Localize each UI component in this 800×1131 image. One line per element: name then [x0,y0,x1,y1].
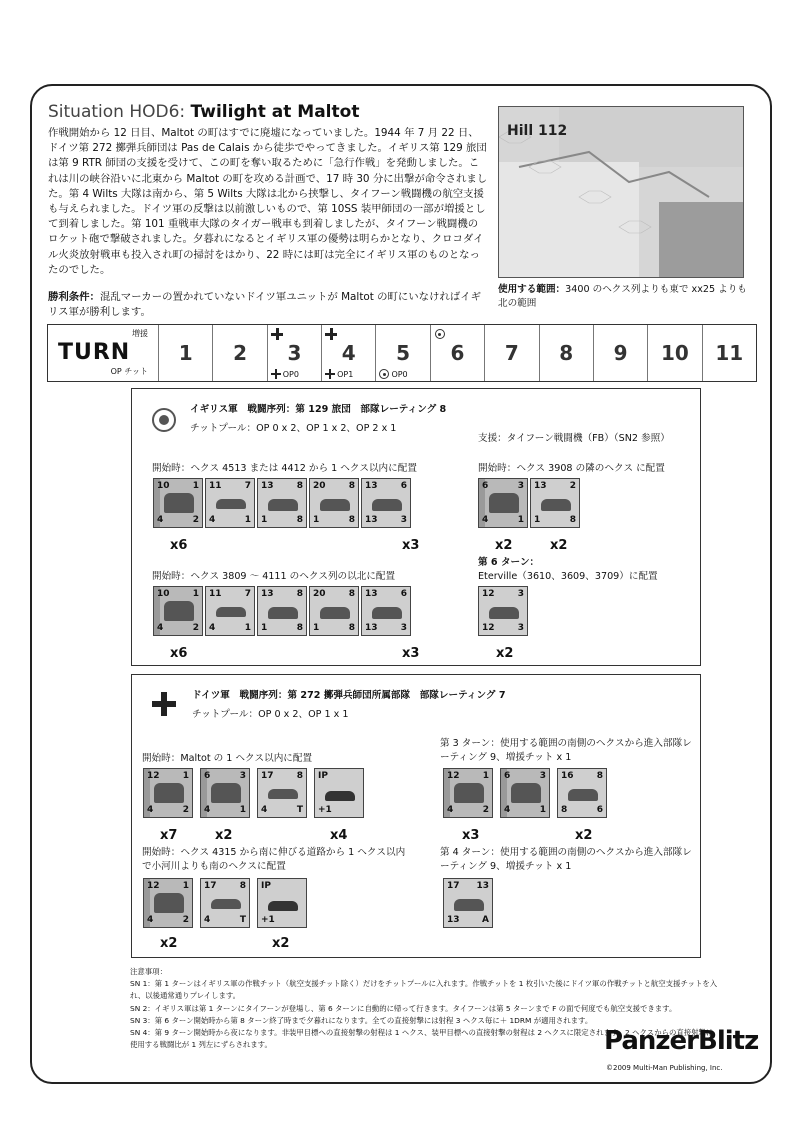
unit-counter-pak40: 17 8 4 T [257,768,307,818]
german-turn4: 第 4 ターン：使用する範囲の南側のヘクスから進入部隊レーティング 9、増援チット x 1 [440,847,692,872]
unit-counter-improved-position: IP +1 [257,878,307,928]
op-chit-label: OP チット [110,367,148,376]
german-cross-icon [271,369,281,379]
unit-counter-carrier-gun: 20 8 1 8 [309,478,359,528]
unit-counter-infantry: 10 1 4 2 [153,478,203,528]
turn-cell: 10 [647,325,701,381]
unit-counter-carrier: 13 2 1 8 [530,478,580,528]
unit-counter-machinegun: 6 3 4 1 [500,768,550,818]
unit-multiplier: x2 [215,828,233,843]
raf-roundel-icon [435,329,445,339]
german-turn3: 第 3 ターン：使用する範囲の南側のヘクスから進入部隊レーティング 9、増援チット x 1 [440,738,692,763]
unit-counter-carrier-gun: 20 8 1 8 [309,586,359,636]
note-sn1: SN 1：第 1 ターンはイギリス軍の作戦チット（航空支援チット除く）だけをチットプールに入れます。作戦チットを 1 枚引いた後にドイツ軍の作戦チットと航空支援チットを入れ、以後通常通りプレイします。 [130,979,718,1001]
german-cross-icon [152,692,176,716]
german-cross-icon [325,328,337,340]
op-marker: OP1 [325,369,353,379]
unit-multiplier: x2 [160,936,178,951]
british-chits: チットプール：OP 0 x 2、OP 1 x 2、OP 2 x 1 [190,423,397,434]
turn-cell: 11 [702,325,756,381]
british-turn6: 第 6 ターン： [478,557,540,568]
turn-cell: 3 OP0 [267,325,321,381]
unit-multiplier: x2 [272,936,290,951]
panzerblitz-logo: PanzerBlitz [604,1026,759,1056]
unit-counter-mortar: 6 3 4 1 [478,478,528,528]
unit-multiplier: x2 [550,538,568,553]
german-setup-1: 開始時：Maltot の 1 ヘクス以内に配置 [142,753,313,764]
note-sn4: SN 4：第 9 ターン開始時から夜になります。非装甲目標への直接射撃の射程は 1 ヘクス、装甲目標への直接射撃の射程は 2 ヘクスに限定されます。2 ヘクスからの直接射撃は使用する戦闘比が 1 列左にずらされます。 [130,1028,714,1050]
note-sn2: SN 2：イギリス軍は第 1 ターンにタイフーンが登場し、第 6 ターンに自動的に帰って行きます。タイフーンは第 5 ターンまで F の面で何度でも航空支援できます。 [130,1003,677,1013]
unit-counter-churchill: 13 6 13 3 [361,586,411,636]
unit-counter-antitank: 11 7 4 1 [205,478,255,528]
raf-roundel-icon [379,369,389,379]
scenario-title: Situation HOD6: Twilight at Maltot [48,102,360,122]
map-caption: 使用する範囲：3400 のヘクス列よりも東で xx25 よりも北の範囲 [498,284,747,309]
unit-counter-carrier: 13 8 1 8 [257,478,307,528]
british-setup-2: 開始時：ヘクス 3809 〜 4111 のヘクス列の以北に配置 [152,571,396,582]
unit-multiplier: x3 [462,828,480,843]
british-turn6-setup: Eterville（3610、3609、3709）に配置 [478,571,658,582]
unit-multiplier: x2 [496,646,514,661]
turn-header-cell [48,325,158,381]
map-label: Hill 112 [507,123,568,139]
german-header: ドイツ軍 戦闘序列：第 272 擲弾兵師団所属部隊 部隊レーティング 7 [192,690,506,701]
victory-conditions: 勝利条件：混乱マーカーの置かれていないドイツ軍ユニットが Maltot の町にいなければイギリス軍が勝利します。 [48,291,482,318]
note-sn3: SN 3：第 6 ターン開始時から第 8 ターン終了時まで夕暮れになります。全ての直接射撃には射程 3 ヘクス毎に＋ 1DRM が適用されます。 [130,1015,593,1025]
unit-counter-carrier: 13 8 1 8 [257,586,307,636]
turn-cell: 2 [212,325,266,381]
map-thumbnail [498,106,744,278]
copyright: ©2009 Multi-Man Publishing, Inc. [606,1064,723,1072]
unit-counter-panzer-infantry: 12 1 4 2 [443,768,493,818]
unit-multiplier: x3 [402,646,420,661]
unit-counter-machinegun: 6 3 4 1 [200,768,250,818]
op-marker: OP0 [379,369,407,379]
raf-roundel-icon [152,408,176,432]
german-cross-icon [325,369,335,379]
notes-title: 注意事項： [130,967,167,976]
german-cross-icon [271,328,283,340]
british-setup-3: 開始時：ヘクス 3908 の隣のヘクス に配置 [478,463,665,474]
unit-counter-stug: 16 8 8 6 [557,768,607,818]
unit-multiplier: x2 [575,828,593,843]
scenario-intro: 作戦開始から 12 日目、Maltot の町はすでに廃墟になっていました。1944 年 7 月 22 日、ドイツ第 272 擲弾兵師団は Pas de Calais から徒歩でやってきました。イギリス第 129 旅団は第 9 RTR 師団の支援を受けて、この町を奪い取るために「急行作戦」を発動しました。これは川の峡谷沿いに北東から Maltot の町を攻める計画で、17 時 30 分に出撃が命令されました。第 4 Wilts 大隊は南から、第 5 Wilts 大隊は北から挟撃し、タイフーン戦闘機の航空支援も与えられました。ドイツ軍の反撃は以前激しいもので、第 10SS 装甲師団の一部が増援として到着しました。第 101 重戦車大隊のタイガー戦車も到着しましたが、タイフーン戦闘機のロケット砲で撃破されました。夕暮れになるとイギリス軍の優勢は明らかとなり、クロコダイル火炎放射戦車も投入され町の掃討をはかり、22 時には町は完全にイギリス軍のものとなったのでした。 [48,127,488,276]
turn-track [47,324,757,382]
unit-counter-pak40: 17 8 4 T [200,878,250,928]
unit-counter-tiger: 17 13 13 A [443,878,493,928]
unit-multiplier: x4 [330,828,348,843]
german-chits: チットプール：OP 0 x 2、OP 1 x 1 [192,709,349,720]
turn-cell: 4 OP1 [321,325,375,381]
unit-counter-crocodile: 12 3 12 3 [478,586,528,636]
unit-multiplier: x6 [170,646,188,661]
turn-cell: 9 [593,325,647,381]
unit-counter-infantry: 10 1 4 2 [153,586,203,636]
unit-counter-antitank: 11 7 4 1 [205,586,255,636]
turn-cell: 1 [158,325,212,381]
unit-multiplier: x7 [160,828,178,843]
unit-counter-improved-position: IP +1 [314,768,364,818]
reinforcement-label: 増援 [132,329,148,338]
unit-counter-churchill: 13 6 13 3 [361,478,411,528]
op-marker: OP0 [271,369,299,379]
turn-cell: 5 OP0 [375,325,429,381]
unit-counter-infantry: 12 1 4 2 [143,878,193,928]
unit-multiplier: x6 [170,538,188,553]
unit-counter-infantry: 12 1 4 2 [143,768,193,818]
german-setup-2: 開始時：ヘクス 4315 から南に伸びる道路から 1 ヘクス以内で小河川よりも南のヘクスに配置 [142,847,406,872]
turn-cell: 8 [539,325,593,381]
turn-label: TURN [58,340,131,365]
british-support: 支援：タイフーン戦闘機（FB）（SN2 参照） [478,433,670,444]
unit-multiplier: x2 [495,538,513,553]
turn-cell: 7 [484,325,538,381]
british-setup-1: 開始時：ヘクス 4513 または 4412 から 1 ヘクス以内に配置 [152,463,417,474]
turn-cell: 6 [430,325,484,381]
british-header: イギリス軍 戦闘序列：第 129 旅団 部隊レーティング 8 [190,404,447,415]
unit-multiplier: x3 [402,538,420,553]
